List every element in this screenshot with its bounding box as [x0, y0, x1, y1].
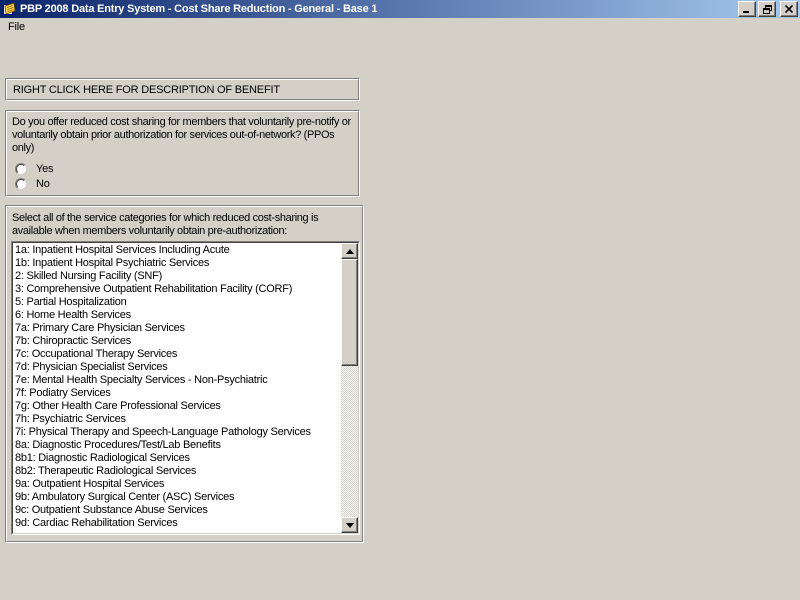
list-item[interactable]: 7b: Chiropractic Services — [15, 335, 132, 347]
question-text: Do you offer reduced cost sharing for members that voluntarily pre-notify or voluntarily obtain prior authorization for services out-of-network? (PPOs only) — [12, 116, 351, 154]
window-title: PBP 2008 Data Entry System - Cost Share Reduction - General - Base 1 — [20, 3, 378, 15]
services-frame — [5, 205, 364, 543]
service-listbox[interactable] — [11, 241, 360, 535]
list-item[interactable]: 1b: Inpatient Hospital Psychiatric Services — [15, 257, 210, 269]
minimize-button[interactable] — [738, 1, 756, 17]
minimize-icon — [743, 5, 751, 14]
description-banner[interactable] — [5, 78, 360, 101]
vertical-scrollbar[interactable] — [341, 243, 358, 533]
question-frame — [5, 110, 360, 197]
scroll-down-icon — [346, 523, 354, 528]
radio-yes-label[interactable]: Yes — [36, 163, 54, 175]
menu-bar — [0, 18, 800, 38]
list-item[interactable]: 7a: Primary Care Physician Services — [15, 322, 185, 334]
restore-button[interactable] — [758, 1, 776, 17]
list-item[interactable]: 9c: Outpatient Substance Abuse Services — [15, 504, 208, 516]
list-item[interactable]: 7i: Physical Therapy and Speech-Language Pathology Services — [15, 426, 311, 438]
restore-icon — [763, 5, 772, 14]
list-item[interactable]: 9b: Ambulatory Surgical Center (ASC) Services — [15, 491, 235, 503]
list-item[interactable]: 9d: Cardiac Rehabilitation Services — [15, 517, 178, 529]
radio-no-label[interactable]: No — [36, 178, 50, 190]
list-item[interactable]: 7d: Physician Specialist Services — [15, 361, 168, 373]
radio-option-yes[interactable] — [15, 162, 53, 176]
list-item[interactable]: 7e: Mental Health Specialty Services - Non-Psychiatric — [15, 374, 268, 386]
menu-file[interactable]: File — [8, 21, 25, 33]
app-icon[interactable] — [2, 2, 16, 16]
list-item[interactable]: 5: Partial Hospitalization — [15, 296, 127, 308]
list-item[interactable]: 1a: Inpatient Hospital Services Including Acute — [15, 244, 230, 256]
list-item[interactable]: 7h: Psychiatric Services — [15, 413, 126, 425]
radio-no-icon[interactable] — [15, 178, 27, 190]
list-item[interactable]: 7f: Podiatry Services — [15, 387, 111, 399]
list-item[interactable]: 2: Skilled Nursing Facility (SNF) — [15, 270, 163, 282]
close-button[interactable] — [780, 1, 798, 17]
list-item[interactable]: 3: Comprehensive Outpatient Rehabilitation Facility (CORF) — [15, 283, 293, 295]
radio-yes-icon[interactable] — [15, 163, 27, 175]
title-bar[interactable] — [0, 0, 800, 18]
list-item[interactable]: 8b2: Therapeutic Radiological Services — [15, 465, 197, 477]
description-banner-label: RIGHT CLICK HERE FOR DESCRIPTION OF BENEFIT — [13, 83, 280, 96]
list-item[interactable]: 9a: Outpatient Hospital Services — [15, 478, 165, 490]
scroll-up-icon — [346, 249, 354, 254]
list-item[interactable]: 7g: Other Health Care Professional Services — [15, 400, 221, 412]
list-item[interactable]: 7c: Occupational Therapy Services — [15, 348, 178, 360]
service-list[interactable] — [13, 243, 341, 533]
scroll-up-button[interactable] — [341, 243, 358, 259]
list-item[interactable]: 6: Home Health Services — [15, 309, 131, 321]
close-icon — [785, 5, 793, 13]
list-item[interactable]: 8a: Diagnostic Procedures/Test/Lab Benefits — [15, 439, 221, 451]
radio-option-no[interactable] — [15, 177, 50, 191]
scroll-down-button[interactable] — [341, 517, 358, 533]
list-item[interactable]: 8b1: Diagnostic Radiological Services — [15, 452, 190, 464]
services-label: Select all of the service categories for which reduced cost-sharing is available when members voluntarily obtain pre-authorization: — [12, 212, 319, 237]
scrollbar-thumb[interactable] — [341, 259, 358, 366]
